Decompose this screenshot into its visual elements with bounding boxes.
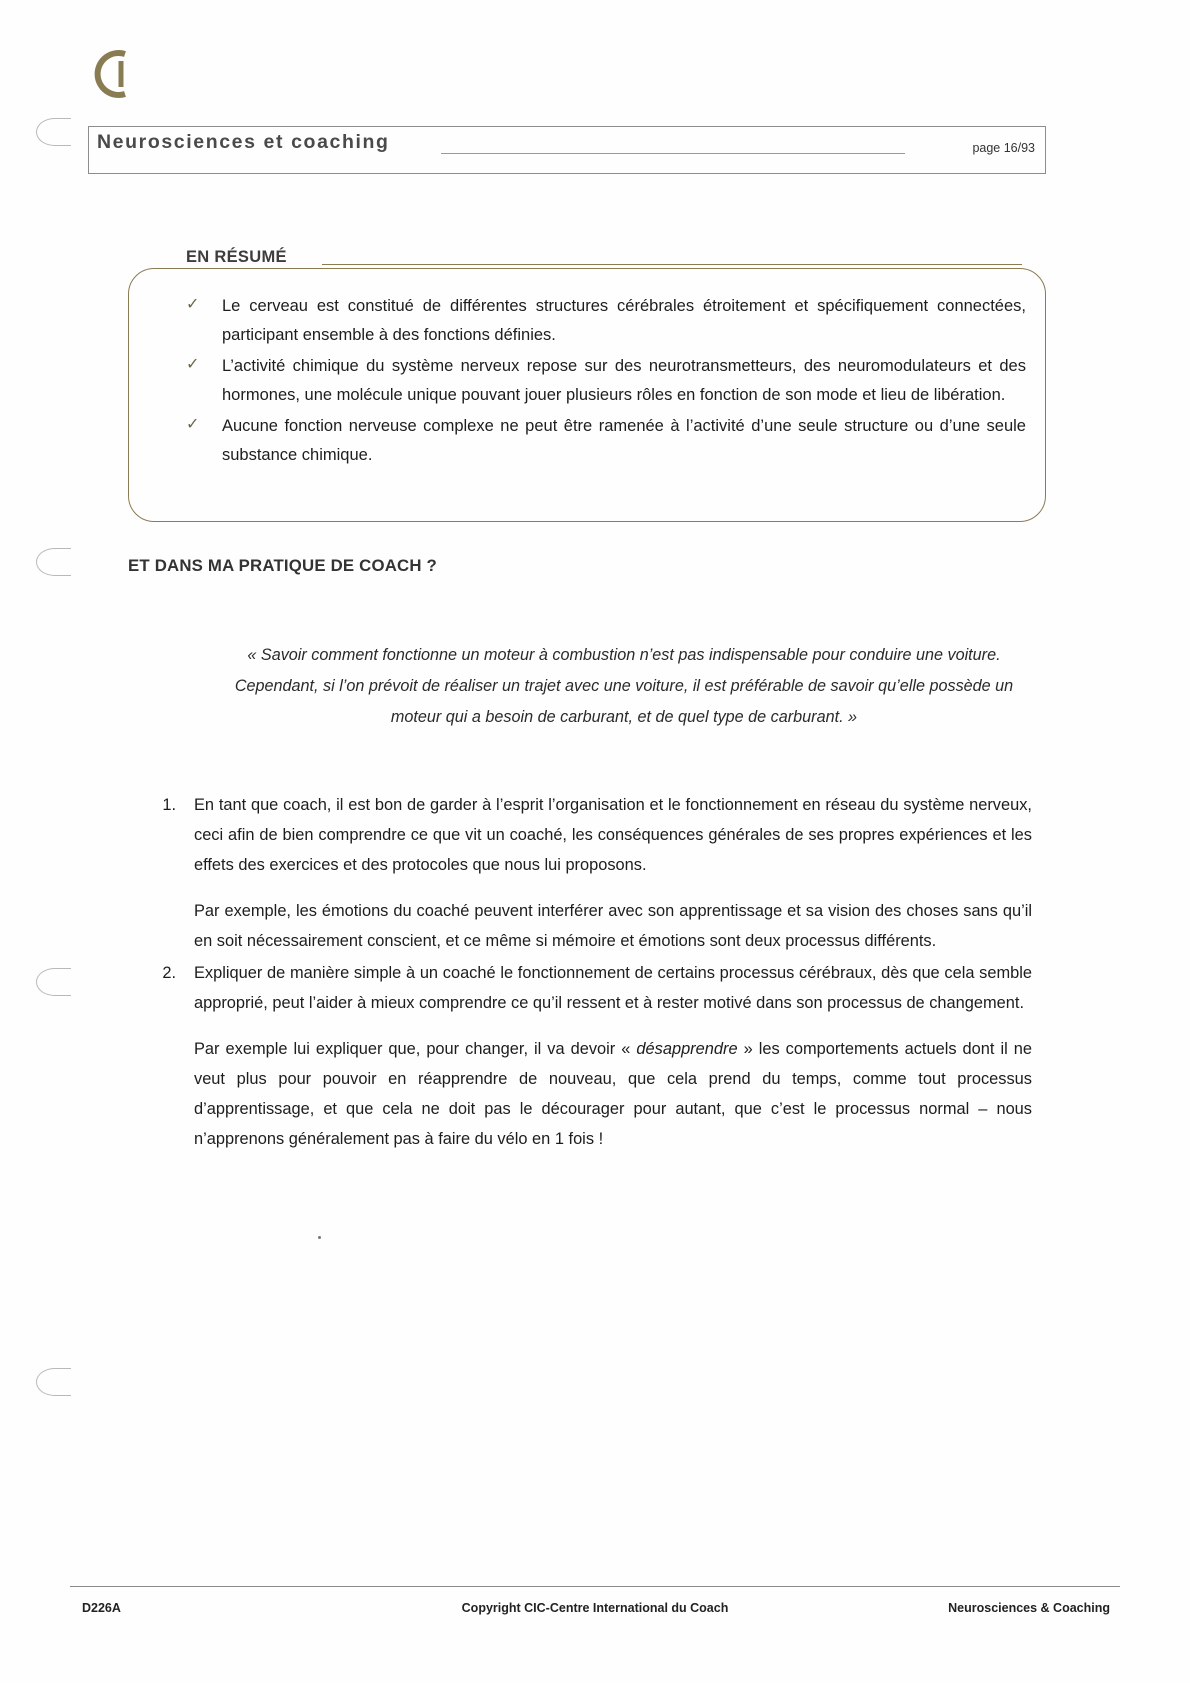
header-divider bbox=[441, 153, 905, 154]
page-header bbox=[88, 126, 1046, 174]
punch-hole bbox=[36, 118, 71, 146]
section-heading: ET DANS MA PRATIQUE DE COACH ? bbox=[128, 556, 437, 575]
list-item bbox=[186, 412, 1026, 470]
summary-bullet-text: Le cerveau est constitué de différentes structures cérébrales étroitement et spécifiquement connectées, participant ensemble à des fonctions définies. bbox=[222, 297, 1026, 344]
footer-divider bbox=[70, 1586, 1120, 1587]
summary-label-divider bbox=[322, 264, 1022, 265]
list-item bbox=[152, 958, 1032, 1154]
list-item bbox=[186, 292, 1026, 350]
punch-hole bbox=[36, 968, 71, 996]
page-footer bbox=[70, 1596, 1120, 1626]
page-number-label: page 16/93 bbox=[972, 141, 1035, 155]
paragraph: Expliquer de manière simple à un coaché le fonctionnement de certains processus cérébraux, dès que cela semble approprié, peut l’aider à mieux comprendre ce qu’il ressent et à rester motivé dans son processus de changement. bbox=[194, 964, 1032, 1012]
paragraph: En tant que coach, il est bon de garder à l’esprit l’organisation et le fonctionnement en réseau du système nerveux, ceci afin de bien comprendre ce que vit un coaché, les conséquences générales de ses propres expériences et les effets des exercices et des protocoles que nous lui proposons. bbox=[194, 796, 1032, 874]
scan-artifact bbox=[318, 1236, 321, 1239]
paragraph: Par exemple lui expliquer que, pour changer, il va devoir « désapprendre » les comportements actuels dont il ne veut plus pour pouvoir en réapprendre de nouveau, que cela prend du temps, comme tout processus d’apprentissage, et que cela ne doit pas le décourager pour autant, que c’est le processus normal – nous n’apprenons généralement pas à faire du vélo en 1 fois ! bbox=[194, 1040, 1032, 1148]
footer-document-code: D226A bbox=[82, 1601, 121, 1615]
emphasised-term: désapprendre bbox=[636, 1040, 738, 1058]
list-item-number: 1. bbox=[162, 796, 176, 814]
list-item bbox=[186, 352, 1026, 410]
summary-bullet-text: L’activité chimique du système nerveux repose sur des neurotransmetteurs, des neuromodulateurs et des hormones, une molécule unique pouvant jouer plusieurs rôles en fonction de son mode et lieu de libération. bbox=[222, 357, 1026, 404]
footer-copyright: Copyright CIC-Centre International du Coach bbox=[461, 1601, 729, 1615]
list-item-body bbox=[194, 790, 1032, 956]
footer-title: Neurosciences & Coaching bbox=[948, 1601, 1110, 1615]
list-item bbox=[152, 790, 1032, 956]
check-mark-icon: ✓ bbox=[186, 416, 200, 433]
numbered-list bbox=[152, 790, 1032, 1156]
list-item-body bbox=[194, 958, 1032, 1154]
paragraph: Par exemple, les émotions du coaché peuvent interférer avec son apprentissage et sa vision des choses sans qu’il en soit nécessairement conscient, et ce même si mémoire et émotions sont deux processus différents. bbox=[194, 902, 1032, 950]
list-item-number: 2. bbox=[162, 964, 176, 982]
summary-bullet-text: Aucune fonction nerveuse complexe ne peut être ramenée à l’activité d’une seule structure ou d’une seule substance chimique. bbox=[222, 417, 1026, 464]
summary-bullet-list bbox=[186, 292, 1026, 472]
summary-label: EN RÉSUMÉ bbox=[178, 248, 297, 267]
pull-quote: « Savoir comment fonctionne un moteur à combustion n’est pas indispensable pour conduire une voiture. Cependant, si l’on prévoit de réaliser un trajet avec une voiture, il est préférable de savoir qu’elle possède un moteur qui a besoin de carburant, et de quel type de carburant. » bbox=[234, 646, 1014, 726]
page-title: Neurosciences et coaching bbox=[97, 131, 390, 153]
punch-hole bbox=[36, 1368, 71, 1396]
check-mark-icon: ✓ bbox=[186, 356, 200, 373]
punch-hole bbox=[36, 548, 71, 576]
circle-arc-logo-icon bbox=[92, 48, 144, 100]
check-mark-icon: ✓ bbox=[186, 296, 200, 313]
